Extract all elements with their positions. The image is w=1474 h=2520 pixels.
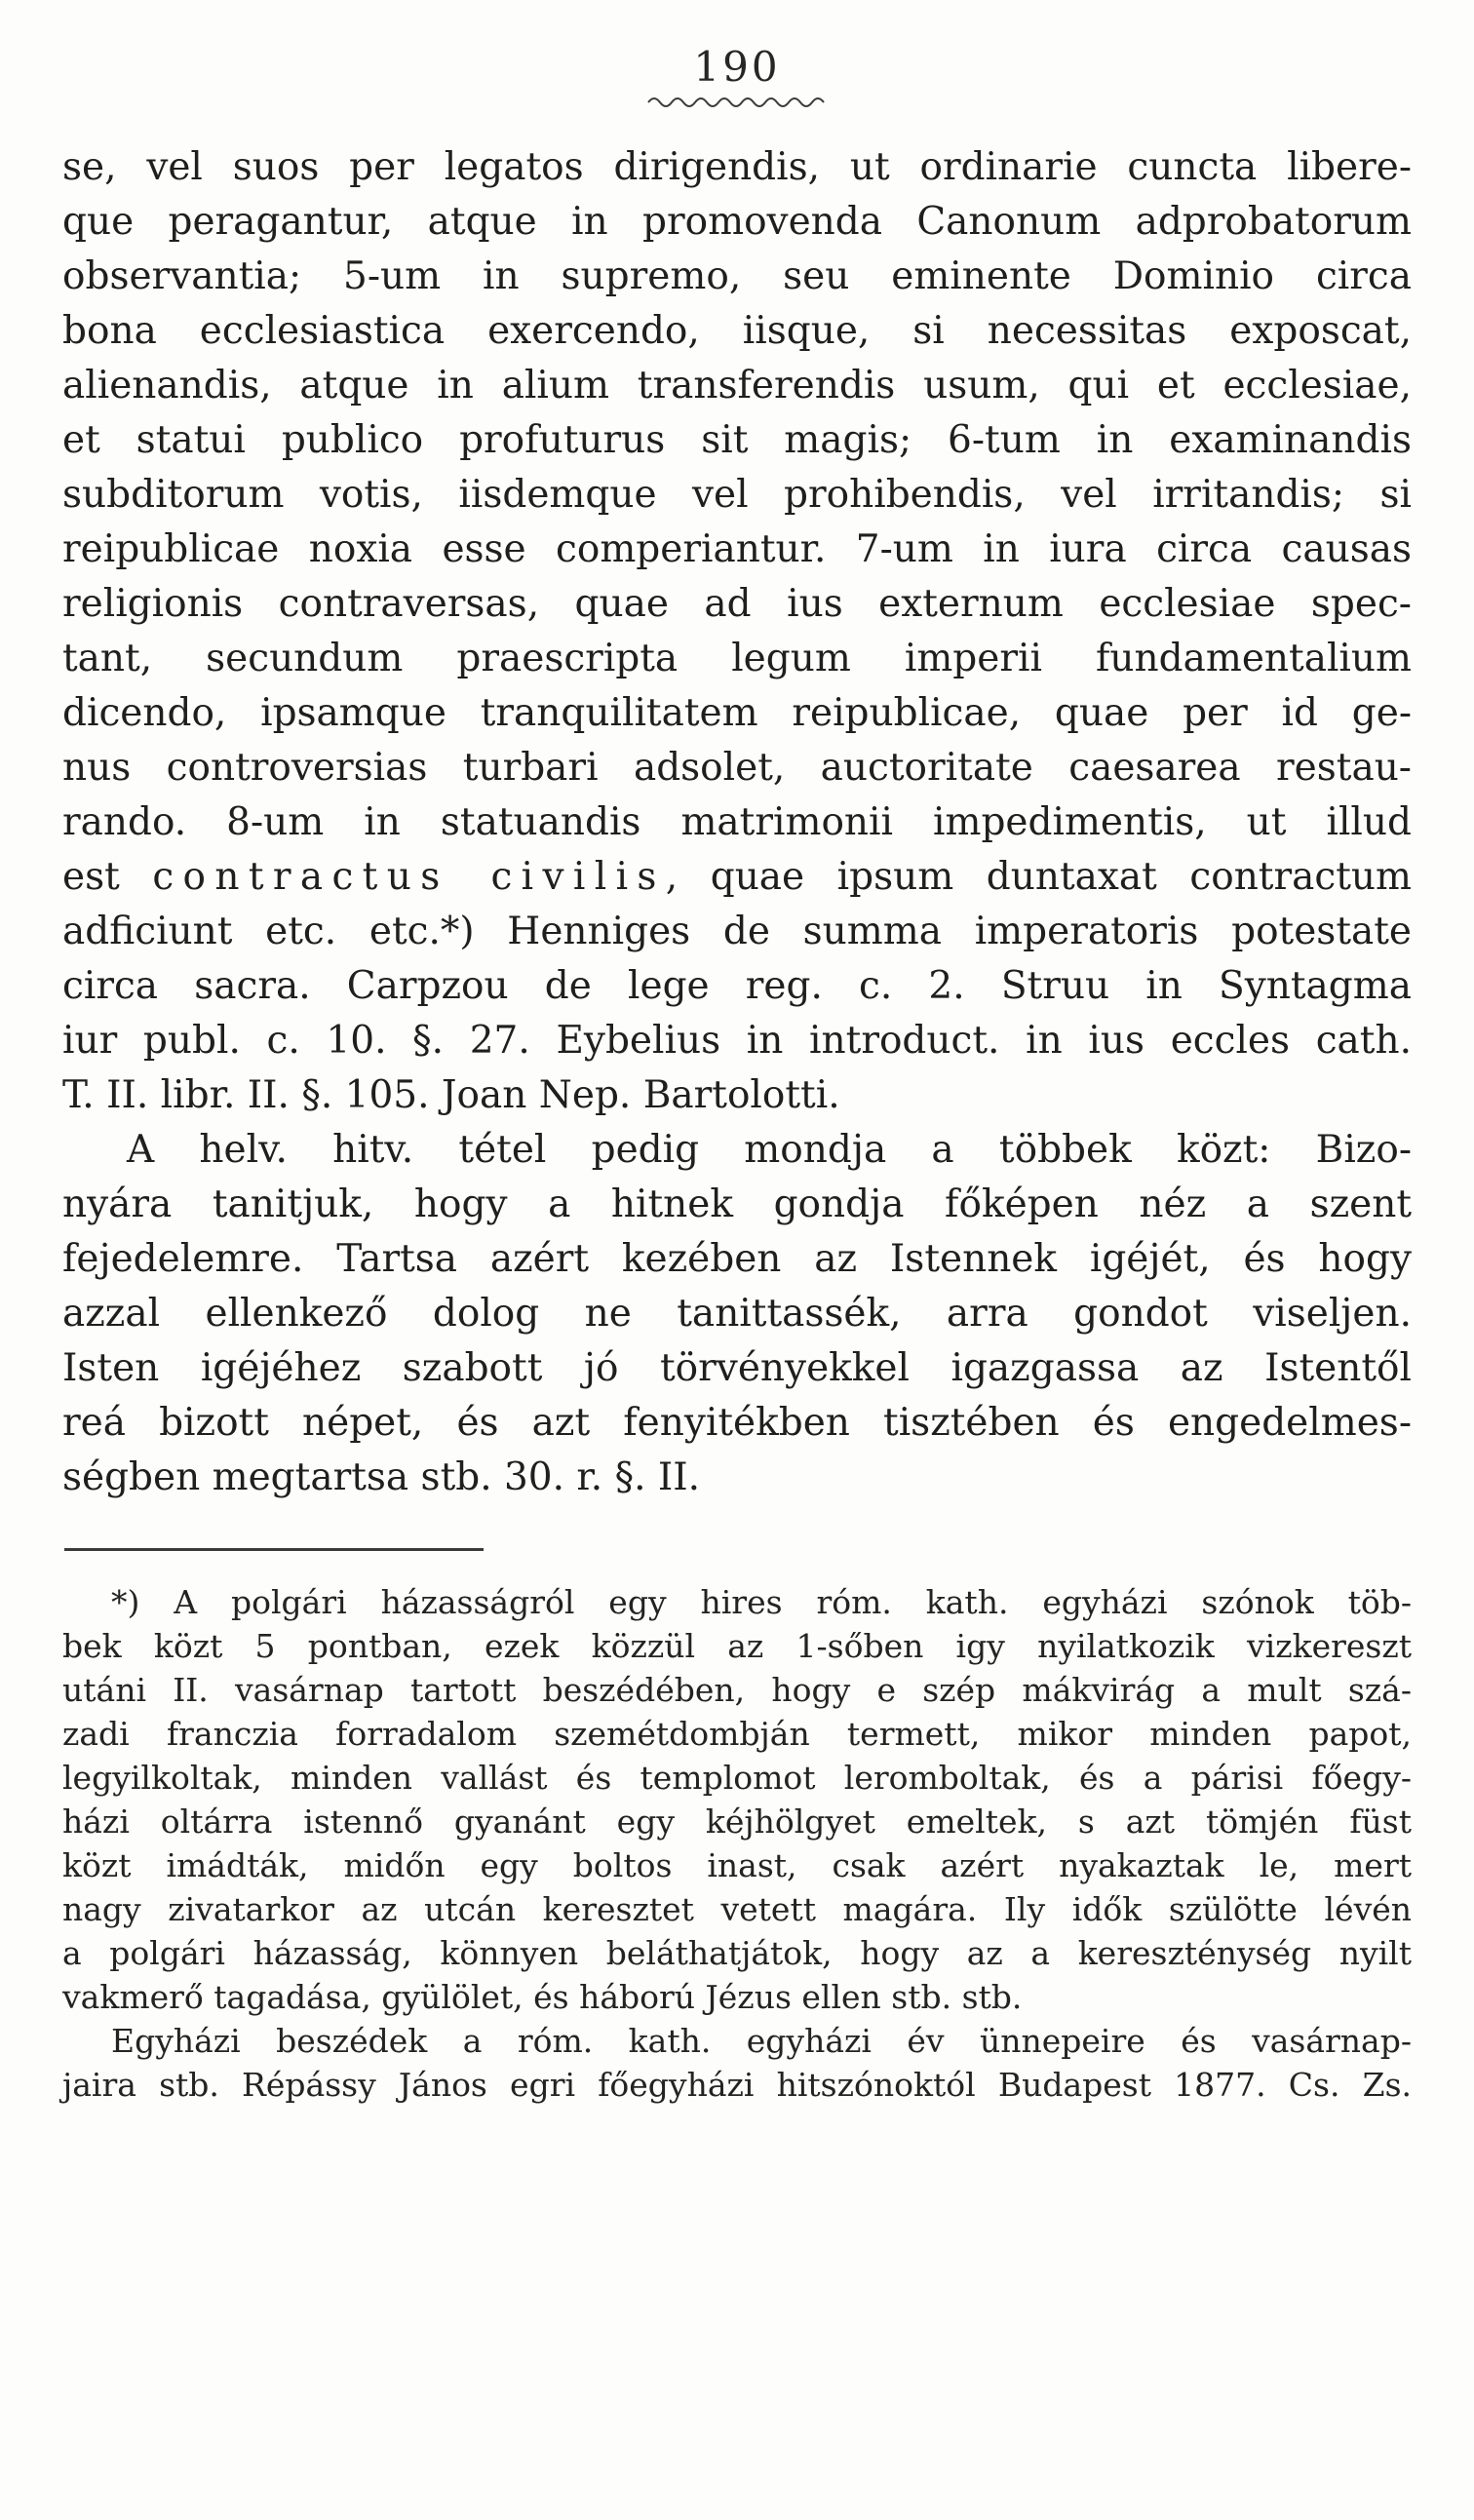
page-number: 190: [693, 43, 781, 91]
text-line: bek közt 5 pontban, ezek közzül az 1-sőben igy nyilatkozik vizkereszt: [62, 1627, 1412, 1666]
text-segment: , quae ipsum duntaxat contractum: [665, 855, 1412, 900]
text-line: nus controversias turbari adsolet, auctoritate caesarea restau-: [62, 746, 1412, 791]
text-line: rando. 8-um in statuandis matrimonii impedimentis, ut illud: [62, 800, 1412, 845]
text-line: *) A polgári házasságról egy hires róm. kath. egyházi szónok töb-: [111, 1583, 1412, 1622]
text-line: legyilkoltak, minden vallást és templomot leromboltak, és a párisi főegy-: [62, 1759, 1412, 1798]
text-line: házi oltárra istennő gyanánt egy kéjhölgyet emeltek, s azt tömjén füst: [62, 1803, 1412, 1842]
text-line: subditorum votis, iisdemque vel prohibendis, vel irritandis; si: [62, 473, 1412, 518]
text-line: et statui publico profuturus sit magis; 6-tum in examinandis: [62, 418, 1412, 463]
text-line: adficiunt etc. etc.*) Henniges de summa imperatoris potestate: [62, 910, 1412, 954]
text-line: iur publ. c. 10. §. 27. Eybelius in introduct. in ius eccles cath.: [62, 1019, 1412, 1064]
text-line: nyára tanitjuk, hogy a hitnek gondja főképen néz a szent: [62, 1182, 1412, 1227]
emphasized-text: contractus civilis: [152, 855, 666, 900]
footnote-section: [62, 1580, 1412, 2107]
text-line: a polgári házasság, könnyen beláthatjátok, hogy az a kereszténység nyilt: [62, 1934, 1412, 1973]
text-line: fejedelemre. Tartsa azért kezében az Istennek igéjét, és hogy: [62, 1237, 1412, 1282]
text-line: circa sacra. Carpzou de lege reg. c. 2. Struu in Syntagma: [62, 964, 1412, 1009]
text-line: observantia; 5-um in supremo, seu eminente Dominio circa: [62, 254, 1412, 299]
text-line: se, vel suos per legatos dirigendis, ut ordinarie cuncta libere-: [62, 145, 1412, 190]
paragraph: [62, 1580, 1412, 2019]
text-line: ségben megtartsa stb. 30. r. §. II.: [62, 1455, 701, 1500]
text-line: bona ecclesiastica exercendo, iisque, si necessitas exposcat,: [62, 309, 1412, 354]
text-line: vakmerő tagadása, gyülölet, és háború Jézus ellen stb. stb.: [62, 1978, 1023, 2017]
text-line: T. II. libr. II. §. 105. Joan Nep. Bartolotti.: [62, 1073, 840, 1118]
paragraph: [62, 1123, 1412, 1505]
footnote-rule: [64, 1548, 484, 1551]
text-line: reá bizott népet, és azt fenyitékben tisztében és engedelmes-: [62, 1401, 1412, 1446]
text-line: közt imádták, midőn egy boltos inast, csak azért nyakaztak le, mert: [62, 1846, 1412, 1885]
text-line: reipublicae noxia esse comperiantur. 7-um in iura circa causas: [62, 527, 1412, 572]
page-header: [62, 45, 1412, 107]
text-line: A helv. hitv. tétel pedig mondja a többek közt: Bizo-: [127, 1128, 1412, 1173]
text-line: que peragantur, atque in promovenda Canonum adprobatorum: [62, 200, 1412, 245]
text-line: religionis contraversas, quae ad ius externum ecclesiae spec-: [62, 582, 1412, 627]
text-line: [62, 850, 1412, 905]
text-line: alienandis, atque in alium transferendis usum, qui et ecclesiae,: [62, 364, 1412, 408]
text-line: jaira stb. Répássy János egri főegyházi hitszónoktól Budapest 1877. Cs. Zs.: [62, 2066, 1412, 2105]
text-line: Isten igéjéhez szabott jó törvényekkel igazgassa az Istentől: [62, 1346, 1412, 1391]
main-text: [62, 140, 1412, 1505]
text-line: nagy zivatarkor az utcán keresztet vetett magára. Ily idők szülötte lévén: [62, 1890, 1412, 1929]
text-line: tant, secundum praescripta legum imperii fundamentalium: [62, 637, 1412, 681]
wavy-underline-icon: [644, 92, 830, 107]
text-line: azzal ellenkező dolog ne tanittassék, arra gondot viseljen.: [62, 1292, 1412, 1337]
text-line: utáni II. vasárnap tartott beszédében, hogy e szép mákvirág a mult szá-: [62, 1671, 1412, 1710]
paragraph: [62, 140, 1412, 1123]
paragraph: [62, 2019, 1412, 2107]
text-line: Egyházi beszédek a róm. kath. egyházi év ünnepeire és vasárnap-: [111, 2022, 1412, 2061]
text-segment: est: [62, 855, 153, 900]
text-line: zadi franczia forradalom szemétdombján termett, mikor minden papot,: [62, 1715, 1412, 1754]
text-line: dicendo, ipsamque tranquilitatem reipublicae, quae per id ge-: [62, 691, 1412, 736]
